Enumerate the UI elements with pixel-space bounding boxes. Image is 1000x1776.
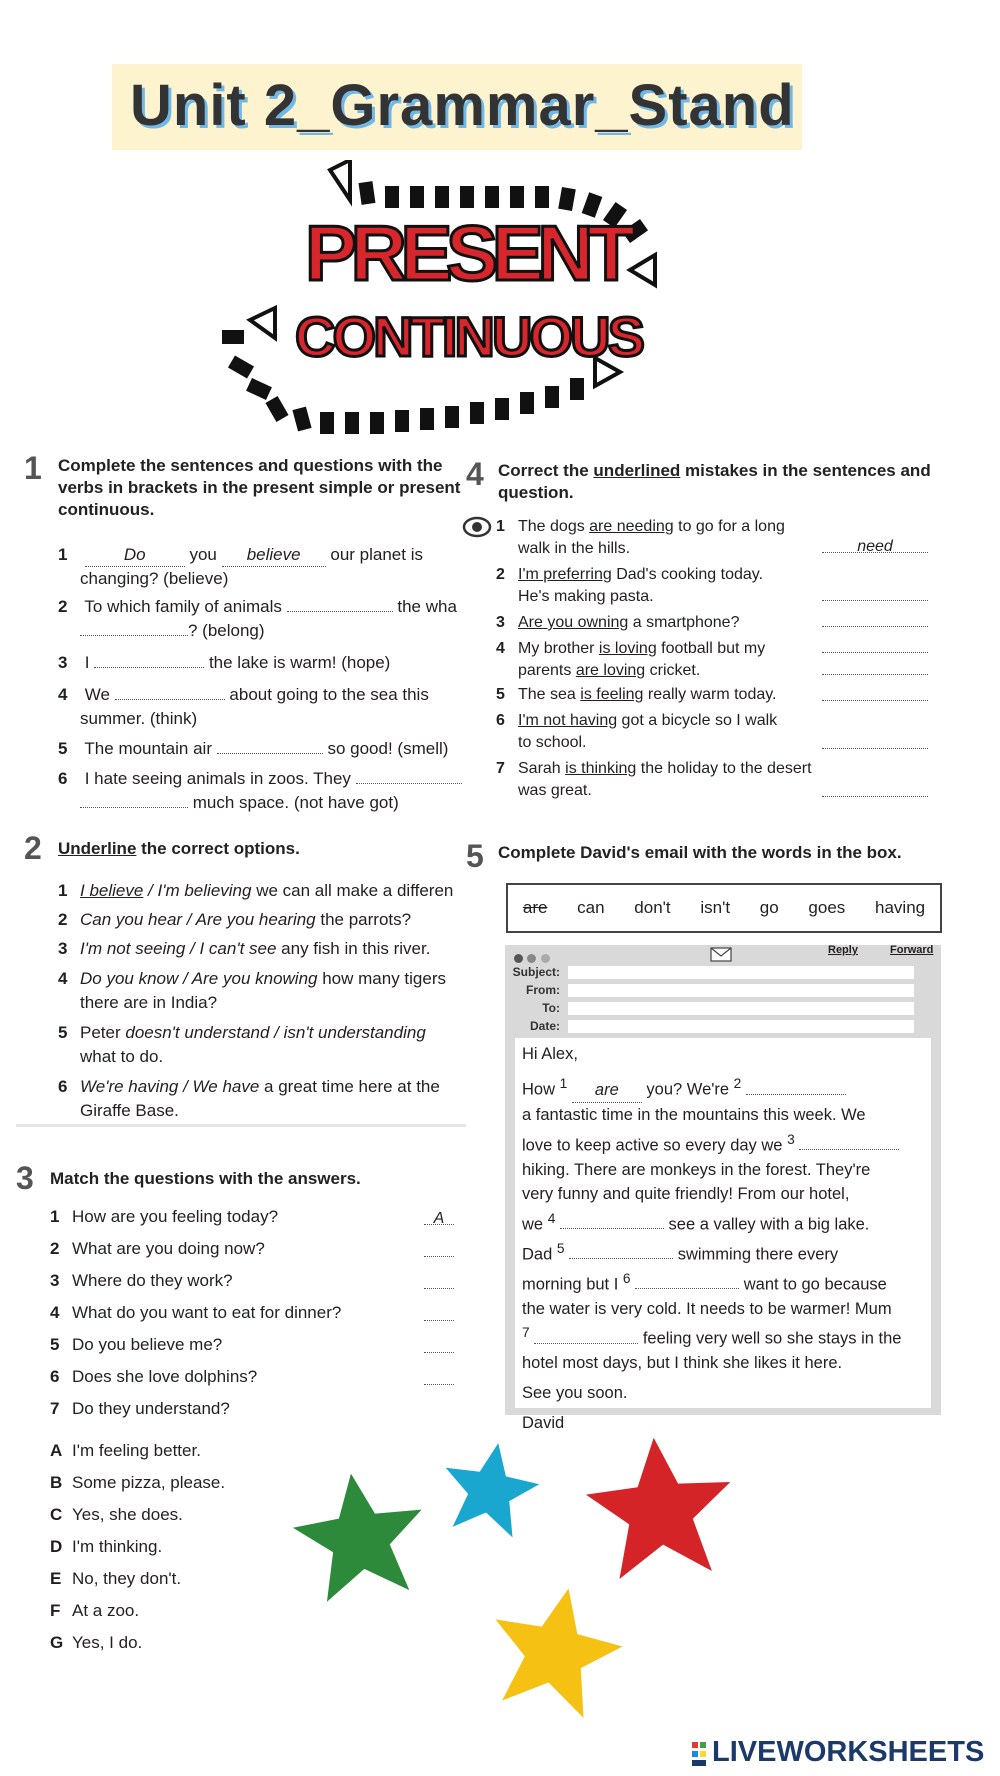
s4-answer-5[interactable] (822, 686, 928, 701)
email-line: a fantastic time in the mountains this week. We (522, 1106, 866, 1124)
s3-answer-4[interactable] (424, 1306, 454, 1321)
red-star-icon (581, 1431, 737, 1581)
email-greeting: Hi Alex, (522, 1045, 578, 1063)
email-line: $^7$ feeling very well so she stays in the (522, 1325, 902, 1348)
email-line: Dad $^5$ swimming there every (522, 1240, 839, 1263)
section-4-instruction: Correct the underlined mistakes in the sentences and question. (498, 461, 931, 502)
s3-answer-1[interactable]: A (424, 1210, 454, 1225)
from-label: From: (526, 983, 560, 997)
s3-question: 2 What are you doing now? (50, 1238, 460, 1270)
subject-field[interactable] (568, 966, 914, 979)
email-answer-5[interactable] (569, 1258, 673, 1259)
s1-item-4-cont: summer. (think) (80, 709, 198, 728)
s4-item-7-cont: was great. (518, 782, 592, 799)
section-1-number: 1 (24, 450, 42, 486)
from-field[interactable] (568, 984, 914, 997)
s4-item-4: 4 My brother is loving football but my (496, 640, 766, 657)
s1-item-3: 3 I the lake is warm! (hope) (58, 653, 391, 672)
to-label: To: (542, 1001, 560, 1015)
section-2-instruction: Underline the correct options. (58, 839, 300, 858)
s1-answer-2b[interactable] (80, 635, 188, 636)
s4-answer-4b[interactable] (822, 660, 928, 675)
email-answer-1[interactable]: are (572, 1078, 642, 1104)
s3-answer-option: B Some pizza, please. (50, 1473, 226, 1492)
s1-answer-6b[interactable] (80, 807, 188, 808)
s4-item-6-cont: to school. (518, 734, 587, 751)
eye-icon (462, 516, 492, 538)
s3-answer-option: A I'm feeling better. (50, 1441, 201, 1460)
section-5-instruction: Complete David's email with the words in the box. (498, 843, 902, 862)
word-box-item: isn't (700, 898, 731, 917)
s1-item-6-cont: much space. (not have got) (80, 792, 399, 814)
word-box-item: can (577, 898, 605, 917)
word-box (506, 883, 942, 933)
s3-question: 3 Where do they work? (50, 1270, 460, 1302)
s1-item-1: 1 Do you believe our planet is (58, 544, 423, 567)
yellow-star-icon (479, 1575, 632, 1723)
s1-item-5: 5 The mountain air so good! (smell) (58, 739, 449, 758)
divider (16, 1124, 466, 1127)
s2-item-5: 5 Peter doesn't understand / isn't understanding (58, 1023, 426, 1042)
green-star-icon (287, 1465, 433, 1605)
s4-answer-2[interactable] (822, 586, 928, 601)
cyan-star-icon (436, 1435, 545, 1540)
s4-item-6: 6 I'm not having got a bicycle so I walk (496, 712, 778, 729)
s1-answer-3[interactable] (94, 667, 204, 668)
s1-answer-1b[interactable]: believe (222, 544, 326, 567)
envelope-icon (710, 947, 732, 962)
s3-question: 6 Does she love dolphins? (50, 1366, 460, 1398)
s1-item-4: 4 We about going to the sea this (58, 685, 429, 704)
email-line: the water is very cold. It needs to be warmer! Mum (522, 1299, 892, 1318)
section-3-instruction: Match the questions with the answers. (50, 1169, 361, 1188)
s4-answer-7[interactable] (822, 782, 928, 797)
s2-item-6-cont: Giraffe Base. (80, 1101, 179, 1120)
section-4-number: 4 (466, 456, 484, 492)
email-header-fields (505, 963, 914, 1035)
stars-decoration (280, 1420, 780, 1730)
s1-item-1-cont: changing? (believe) (80, 569, 229, 588)
s4-item-5: 5 The sea is feeling really warm today. (496, 686, 777, 703)
s4-item-1-cont: walk in the hills. (518, 540, 631, 557)
s3-question: 4 What do you want to eat for dinner? (50, 1302, 460, 1334)
s3-answer-5[interactable] (424, 1338, 454, 1353)
section-1-instruction: Complete the sentences and questions with the verbs in brackets in the present simple or present continuous. (58, 456, 461, 519)
email-answer-2[interactable] (746, 1094, 846, 1095)
date-field[interactable] (568, 1020, 914, 1033)
word-box-item: don't (634, 898, 671, 917)
s1-answer-5[interactable] (217, 753, 323, 754)
s2-item-2: 2 Can you hear / Are you hearing the parrots? (58, 910, 412, 929)
s4-item-3: 3 Are you owning a smartphone? (496, 614, 740, 631)
email-answer-6[interactable] (635, 1288, 739, 1289)
s3-answer-2[interactable] (424, 1242, 454, 1257)
s1-answer-6a[interactable] (356, 783, 462, 784)
s1-item-2: 2 To which family of animals the wha (58, 597, 457, 616)
s3-answer-option: C Yes, she does. (50, 1505, 183, 1524)
s2-item-4: 4 Do you know / Are you knowing how many tigers (58, 969, 446, 988)
email-line: very funny and quite friendly! From our hotel, (522, 1185, 850, 1203)
liveworksheets-logo-icon (692, 1742, 706, 1766)
present-continuous-logo (200, 160, 760, 450)
word-box-item: goes (808, 898, 846, 917)
s2-item-5-cont: what to do. (80, 1047, 164, 1066)
s4-item-4-cont: parents are loving cricket. (518, 662, 701, 679)
forward-button[interactable]: Forward (890, 944, 934, 956)
s2-item-6: 6 We're having / We have a great time here at the (58, 1077, 440, 1096)
email-closing: See you soon. (522, 1384, 628, 1402)
section-5-number: 5 (466, 838, 484, 874)
subject-label: Subject: (512, 965, 560, 979)
email-line: love to keep active so every day we $^3$ (522, 1128, 901, 1158)
s4-item-2: 2 I'm preferring Dad's cooking today. (496, 566, 764, 583)
footer-brand: LIVEWORKSHEETS (712, 1736, 985, 1768)
email-answer-3[interactable] (799, 1149, 899, 1150)
s3-question: 5 Do you believe me? (50, 1334, 460, 1366)
s2-item-4-cont: there are in India? (80, 993, 218, 1012)
s3-answer-3[interactable] (424, 1274, 454, 1289)
s1-answer-4[interactable] (115, 699, 225, 700)
email-answer-7[interactable] (534, 1343, 638, 1344)
s4-answer-3[interactable] (822, 612, 928, 627)
s4-item-7: 7 Sarah is thinking the holiday to the desert (496, 760, 812, 777)
email-text (522, 1042, 901, 1436)
s4-answer-4a[interactable] (822, 638, 928, 653)
s3-answer-option: F At a zoo. (50, 1601, 140, 1620)
s4-item-2-cont: He's making pasta. (518, 588, 654, 605)
email-line: we $^4$ see a valley with a big lake. (522, 1210, 870, 1233)
s3-question: 7 Do they understand? (50, 1399, 230, 1418)
logo-word-present: PRESENT (305, 209, 635, 297)
s3-answer-option: G Yes, I do. (50, 1633, 143, 1652)
s3-answer-6[interactable] (424, 1370, 454, 1385)
s3-question-list (50, 1206, 460, 1430)
s4-answer-6[interactable] (822, 734, 928, 749)
s1-item-6: 6 I hate seeing animals in zoos. They (58, 768, 462, 790)
logo-word-continuous: CONTINUOUS (295, 305, 645, 368)
email-signature: David (522, 1414, 565, 1432)
section-3-number: 3 (16, 1160, 34, 1196)
email-line: hiking. There are monkeys in the forest. They're (522, 1160, 871, 1179)
s4-answer-1[interactable]: need (822, 538, 928, 553)
s3-answer-option: D I'm thinking. (50, 1537, 163, 1556)
date-label: Date: (529, 1019, 560, 1033)
section-2-number: 2 (24, 830, 42, 866)
to-field[interactable] (568, 1002, 914, 1015)
s2-item-3: 3 I'm not seeing / I can't see any fish in this river. (58, 939, 431, 958)
email-line: morning but I $^6$ want to go because (522, 1270, 887, 1293)
word-box-item: go (759, 898, 779, 917)
word-box-item: are (522, 898, 548, 917)
s4-item-1: 1 The dogs are needing to go for a long (496, 518, 785, 535)
s1-answer-1a[interactable]: Do (85, 544, 185, 567)
email-answer-4[interactable] (560, 1228, 664, 1229)
email-line: hotel most days, but I think she likes it here. (522, 1354, 843, 1372)
s1-answer-2[interactable] (287, 611, 393, 612)
word-box-item: having (875, 898, 926, 917)
reply-button[interactable]: Reply (828, 944, 858, 956)
s3-answer-list (50, 1440, 225, 1664)
s2-item-1: 1 I believe / I'm believing we can all make a differen (58, 881, 454, 900)
page-title: Unit 2_Grammar_Stand (130, 73, 795, 138)
email-line: How $^1$ are you? We're $^2$ (522, 1072, 901, 1103)
s1-item-2-cont: ? (belong) (80, 620, 265, 642)
s3-answer-option: E No, they don't. (50, 1569, 182, 1588)
s3-question: 1 How are you feeling today? A (50, 1206, 460, 1238)
